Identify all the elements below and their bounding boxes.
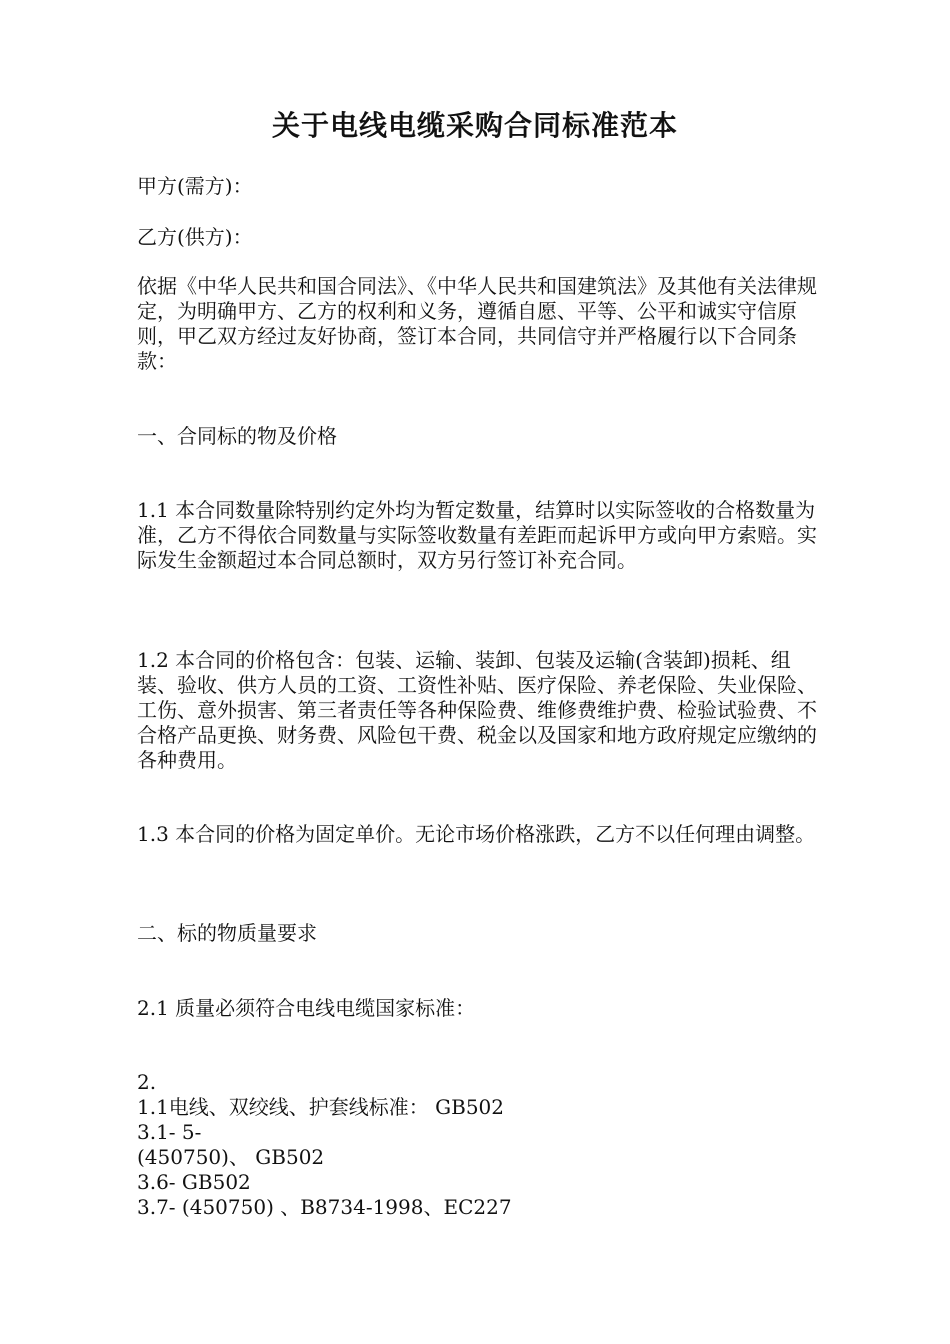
- party-b-line: 乙方(供方)：: [137, 225, 253, 249]
- clause-1-1: 1.1 本合同数量除特别约定外均为暂定数量，结算时以实际签收的合格数量为准，乙方不得依合同数量与实际签收数量有差距而起诉甲方或向甲方索赔。实际发生金额超过本合同总额时，双方另行签订补充合同。: [137, 498, 817, 572]
- clause-1-2: 1.2 本合同的价格包含：包装、运输、装卸、包装及运输(含装卸)损耗、组装、验收、供方人员的工资、工资性补贴、医疗保险、养老保险、失业保险、工伤、意外损害、第三者责任等各种保险费、维修费维护费、检验试验费、不合格产品更换、财务费、风险包干费、税金以及国家和地方政府规定应缴纳的各种费用。: [137, 648, 817, 772]
- standards-line: (450750)、 GB502: [137, 1145, 325, 1169]
- standards-line: 3.1- 5-: [137, 1120, 202, 1144]
- section-heading-1: 一、合同标的物及价格: [137, 424, 337, 448]
- standards-line: 3.7- (450750) 、B8734-1998、EC227: [137, 1195, 512, 1219]
- standards-list: [137, 1070, 817, 1220]
- standards-line: 2.: [137, 1070, 157, 1094]
- standards-line: 1.1电线、双绞线、护套线标准： GB502: [137, 1095, 505, 1119]
- clause-1-3: 1.3 本合同的价格为固定单价。无论市场价格涨跌，乙方不以任何理由调整。: [137, 822, 816, 846]
- standards-line: 3.6- GB502: [137, 1170, 251, 1194]
- intro-paragraph: 依据《中华人民共和国合同法》、《中华人民共和国建筑法》及其他有关法律规定，为明确甲方、乙方的权利和义务，遵循自愿、平等、公平和诚实守信原则，甲乙双方经过友好协商，签订本合同，共同信守并严格履行以下合同条款：: [137, 274, 817, 373]
- clause-2-1: 2.1 质量必须符合电线电缆国家标准：: [137, 996, 476, 1020]
- document-title: 关于电线电缆采购合同标准范本: [271, 109, 678, 142]
- section-heading-2: 二、标的物质量要求: [137, 921, 317, 945]
- party-a-line: 甲方(需方)：: [137, 174, 253, 198]
